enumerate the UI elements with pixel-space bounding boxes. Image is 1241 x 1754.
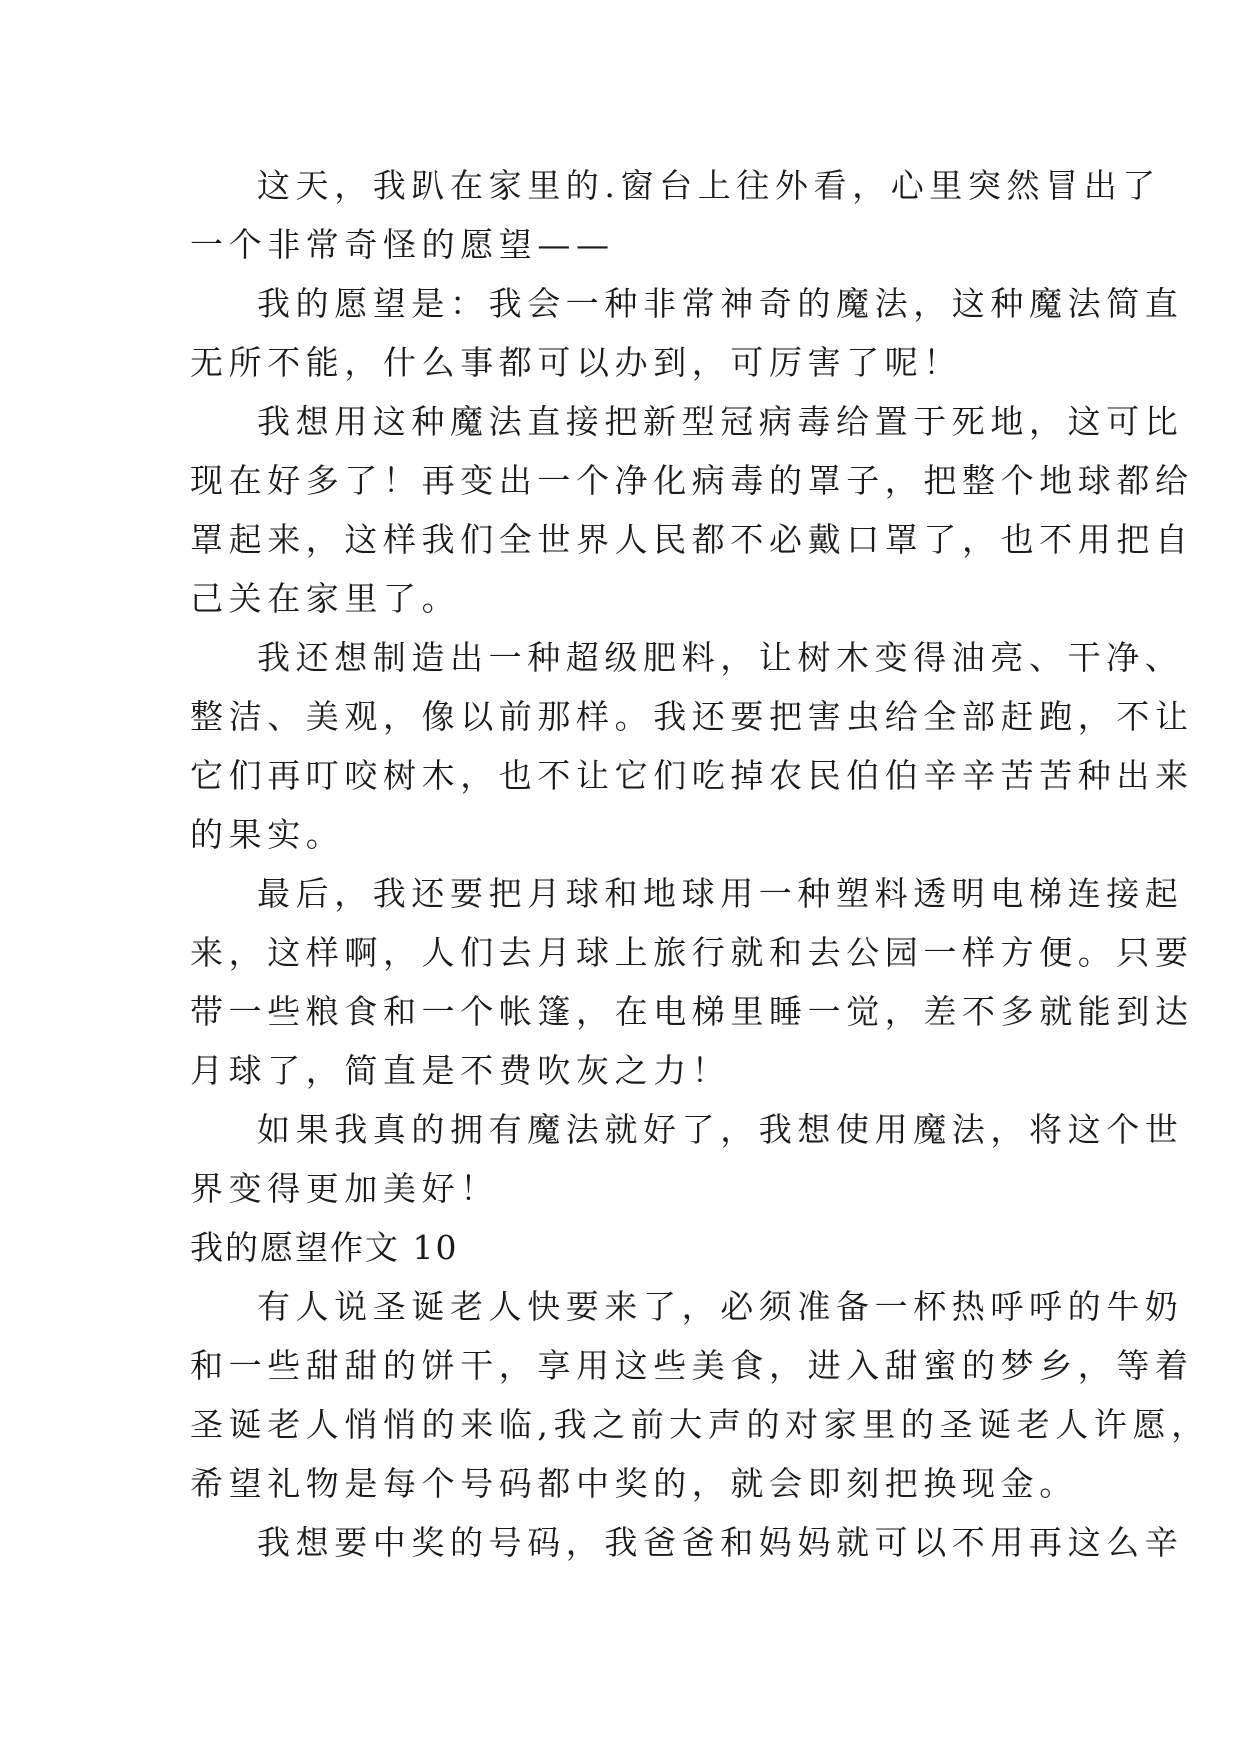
paragraph-line: 和一些甜甜的饼干，享用这些美食，进入甜蜜的梦乡，等着 — [190, 1346, 1194, 1385]
paragraph-line: 己关在家里了。 — [190, 579, 461, 618]
section-heading: 我的愿望作文 10 — [190, 1228, 459, 1267]
paragraph-line: 来，这样啊，人们去月球上旅行就和去公园一样方便。只要 — [190, 933, 1194, 972]
paragraph-line: 整洁、美观，像以前那样。我还要把害虫给全部赶跑，不让 — [190, 697, 1194, 736]
paragraph-line: 现在好多了！再变出一个净化病毒的罩子，把整个地球都给 — [190, 461, 1194, 500]
paragraph-line: 无所不能，什么事都可以办到，可厉害了呢！ — [190, 343, 962, 382]
essay-body — [190, 156, 1210, 1572]
paragraph-line: 一个非常奇怪的愿望—— — [190, 225, 615, 264]
paragraph-line: 界变得更加美好！ — [190, 1169, 499, 1208]
paragraph-line: 我想用这种魔法直接把新型冠病毒给置于死地，这可比 — [257, 402, 1184, 441]
paragraph-line: 这天，我趴在家里的.窗台上往外看，心里突然冒出了 — [257, 166, 1161, 205]
paragraph-line: 月球了，简直是不费吹灰之力！ — [190, 1051, 731, 1090]
paragraph-line: 我还想制造出一种超级肥料，让树木变得油亮、干净、 — [257, 638, 1184, 677]
paragraph-line: 我想要中奖的号码，我爸爸和妈妈就可以不用再这么辛 — [257, 1523, 1184, 1562]
paragraph-line: 的果实。 — [190, 815, 345, 854]
paragraph-line: 罩起来，这样我们全世界人民都不必戴口罩了，也不用把自 — [190, 520, 1194, 559]
paragraph-line: 有人说圣诞老人快要来了，必须准备一杯热呼呼的牛奶 — [257, 1287, 1184, 1326]
paragraph-line: 它们再叮咬树木，也不让它们吃掉农民伯伯辛辛苦苦种出来 — [190, 756, 1194, 795]
paragraph-line: 带一些粮食和一个帐篷，在电梯里睡一觉，差不多就能到达 — [190, 992, 1194, 1031]
paragraph-line: 圣诞老人悄悄的来临,我之前大声的对家里的圣诞老人许愿， — [190, 1405, 1210, 1444]
paragraph-line: 我的愿望是：我会一种非常神奇的魔法，这种魔法简直 — [257, 284, 1184, 323]
paragraph-line: 如果我真的拥有魔法就好了，我想使用魔法，将这个世 — [257, 1110, 1184, 1149]
paragraph-line: 最后，我还要把月球和地球用一种塑料透明电梯连接起 — [257, 874, 1184, 913]
paragraph-line: 希望礼物是每个号码都中奖的，就会即刻把换现金。 — [190, 1464, 1078, 1503]
